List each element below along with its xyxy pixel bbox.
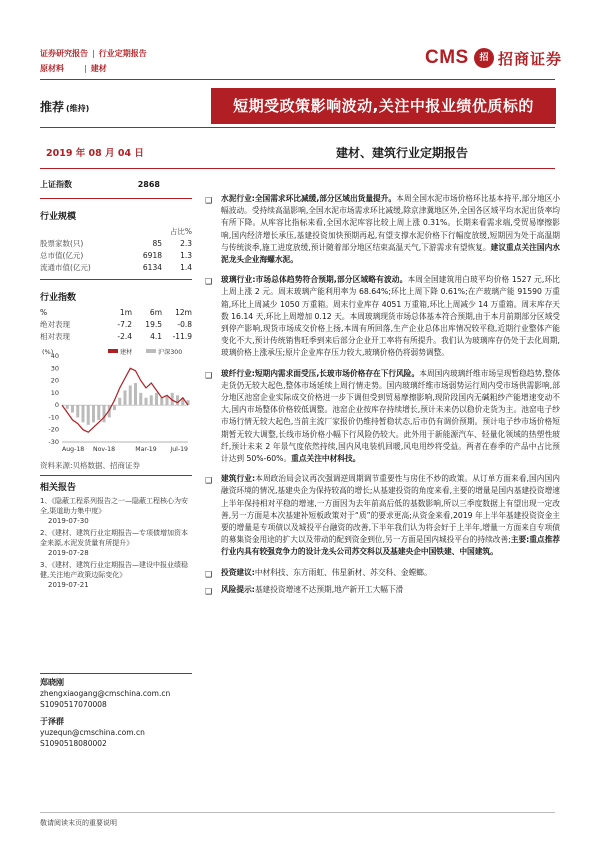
- report-date: 2019 年 08 月 04 日: [46, 148, 144, 159]
- header-sector-line: 原材料 | 建材: [40, 64, 107, 73]
- header-label-research: 证券研究报告: [40, 49, 88, 58]
- index-row: [40, 178, 160, 190]
- legend-label: 建材: [120, 349, 133, 356]
- legend-label: 沪深300: [158, 349, 183, 356]
- para-body: 本周全国建筑用白玻平均价格 1527 元,环比上周上涨 2 元。周末玻璃产能利用率为 68.64%;环比上周下降 0.61%;在产玻璃产能 91590 万重箱,环比上周减少 1050 万重箱。周末行业库存 4051 万重箱,环比上周减少 14 万重箱。周末库存天数 16.14 天,环比上周增加 0.12 天。本周玻璃现货市场总体基本符合预期,由于本月前期部分区域受到停产影响,现货市场成交价格上扬,本周有所回落,生产企业总体出库情况较平稳,近期行业整体产能变化不大,预计传统销售旺季到来后部分企业开工率将有所提升。我们认为玻璃库存仍处于去化周期,玻璃价格上涨承压;原片企业库存压力较大,玻璃价格仍将弱势调整。: [221, 275, 560, 358]
- author-email[interactable]: zhengxiaogang@cmschina.com.cn: [40, 689, 171, 698]
- perf-row-label: 绝对表现: [40, 319, 70, 329]
- footer-divider: [40, 812, 555, 813]
- related-text: 3、《建材、建筑行业定期报告—建设中报业绩稳健,关注地产政策边际变化》: [40, 561, 188, 579]
- related-title: 相关报告: [40, 483, 77, 493]
- rule: [40, 475, 192, 476]
- author-name: 郑晓刚: [40, 678, 64, 687]
- related-date: 2019-07-28: [48, 549, 89, 557]
- rating: [40, 98, 89, 115]
- perf-header: 12m: [175, 307, 192, 317]
- y-tick-label: -10: [48, 413, 59, 422]
- perf-header-row: [40, 306, 192, 318]
- perf-cell: -7.2: [117, 319, 132, 329]
- para-tail: 主要:重点推荐行业内具有较强竞争力的设计龙头公司苏交科以及基建央企中国铁建、中国建筑。: [221, 535, 560, 557]
- y-tick-label: 10: [50, 388, 59, 397]
- paragraph-glass: [205, 274, 560, 359]
- scale-row-label: 股票家数(只): [40, 238, 84, 248]
- cms-logo: [425, 47, 575, 71]
- author-license: S1090517070008: [40, 700, 107, 709]
- para-body: 本周政治局会议再次强调逆周期调节重要性与房住不炒的政策。从订单方面来看,国内国内融资环境的情况,基建央企为保持较高的增长;从基建投资的角度来看,主要的增量是国内基建投资增速上半年保持相对平稳的增速,一方面因为去年前高后低的基数影响,所以三季度数据上有望出现一定改善,另一方面是本次基建补短板政策对于“质”的要求更高;从资金来看,2019 年上半年基建投资资金主要的增量是专项债以及城投平台融资的改善,下半年我们认为将会好于上半年,增量一方面来自专项债的募集资金用途的扩大以及带动的配到资金到位,另一方面是国内城投平台的持续改善;: [221, 474, 560, 545]
- x-tick-label: Jul-19: [170, 446, 188, 453]
- chart-source-note: 资料来源:贝格数据、招商证券: [40, 461, 141, 470]
- para-tail: 重点关注中材科技。: [291, 454, 361, 464]
- table-row: [40, 318, 192, 330]
- performance-chart: [40, 346, 192, 456]
- scale-row-pct: 1.3: [180, 250, 192, 260]
- list-item[interactable]: [40, 528, 192, 558]
- logo-chinese: 招商证券: [498, 50, 563, 68]
- left-sidebar: [40, 178, 192, 592]
- footer-note[interactable]: 敬请阅读末页的重要说明: [40, 819, 117, 827]
- perf-cell: -0.8: [177, 319, 192, 329]
- authors: [40, 670, 192, 749]
- paragraph-fiberglass: [205, 368, 560, 466]
- related-text: 2、《建材、建筑行业定期报告—专项债增加资本金来源,水泥发货量有所提升》: [40, 529, 188, 547]
- paragraph-investment: [205, 567, 560, 579]
- header-label-building: 建材: [90, 64, 107, 73]
- related-text: 1、《隐蔽工程系列报告之一—隐蔽工程核心为安全,渠道助力集中度》: [40, 497, 188, 515]
- main-content: [205, 193, 560, 604]
- checkbox-bullet-icon: ❑: [205, 370, 213, 380]
- checkbox-bullet-icon: ❑: [205, 586, 213, 596]
- header-category-line: 证券研究报告 | 行业定期报告: [40, 49, 147, 58]
- scale-row-value: 85: [152, 238, 162, 248]
- index-value: 2868: [137, 179, 160, 189]
- y-tick-label: 20: [50, 376, 59, 385]
- perf-cell: 4.1: [150, 331, 162, 341]
- x-tick-label: Nov-18: [92, 446, 116, 453]
- para-head: 玻纤行业:短期内需求面受压,长玻市场价格存在下行风险。: [221, 368, 420, 378]
- scale-row-pct: 2.3: [180, 238, 192, 248]
- author-email[interactable]: yuzequn@cmschina.com.cn: [40, 728, 145, 737]
- scale-header: [40, 225, 192, 237]
- para-body: 基建投资增速不达预期,地产新开工大幅下滑: [254, 584, 404, 594]
- scale-table: [40, 237, 192, 273]
- header-label-periodic: 行业定期报告: [98, 49, 147, 58]
- para-body: 中材科技、东方雨虹、伟星新材、苏交科、金螳螂。: [254, 567, 432, 577]
- table-row: [40, 237, 192, 249]
- legend-swatch: [108, 349, 118, 353]
- table-row: [40, 261, 192, 273]
- perf-header: %: [40, 307, 48, 317]
- para-head: 玻璃行业:市场总体趋势符合预期,部分区域略有波动。: [221, 275, 408, 285]
- report-headline-banner: 短期受政策影响波动,关注中报业绩优质标的: [211, 88, 556, 124]
- performance-chart-svg: [40, 346, 192, 456]
- perf-cell: -11.9: [172, 331, 192, 341]
- paragraph-risk: [205, 584, 560, 596]
- logo-emblem-icon: 招: [474, 48, 494, 68]
- related-date: 2019-07-21: [48, 581, 89, 589]
- rule: [40, 673, 192, 674]
- y-tick-label: -30: [48, 438, 59, 446]
- checkbox-bullet-icon: ❑: [205, 569, 213, 579]
- perf-header: 1m: [119, 307, 132, 317]
- divider-3: [40, 168, 555, 169]
- related-list: [40, 496, 192, 590]
- x-tick-label: Aug-18: [62, 446, 85, 453]
- perf-title: 行业指数: [40, 293, 77, 303]
- table-row: [40, 249, 192, 261]
- y-tick-label: -20: [48, 425, 59, 434]
- perf-cell: -2.4: [117, 331, 132, 341]
- paragraph-cement: [205, 193, 560, 266]
- logo-latin: CMS: [425, 47, 469, 68]
- para-head: 风险提示:: [221, 584, 255, 594]
- y-axis-label: (%): [42, 348, 54, 356]
- report-title: 建材、建筑行业定期报告: [336, 146, 469, 160]
- divider-2: [40, 127, 555, 128]
- para-head: 建筑行业:: [221, 474, 256, 484]
- para-body: 本周全国水泥市场价格环比基本持平,部分地区小幅波动。受持续高温影响,全国水泥市场需求环比减缓,除京津冀地区外,全国各区域平均水泥出货率均有所下降。从库容比指标来看,全国水泥库容比较上周上涨 0.31%。长期来看需求端,受贸易摩擦影响,国内经济增长承压,基建投资加快预期再起,有望支撑水泥价格下行幅度放缓,短期因为处于高温期与传统淡季,施工进度放缓,预计随着部分地区结束高温天气,下游需求有望恢复。: [221, 194, 561, 252]
- scale-row-pct: 1.4: [180, 262, 192, 272]
- scale-pct-header: 占比%: [169, 226, 192, 236]
- table-row: [40, 330, 192, 342]
- header-divider: [40, 79, 555, 80]
- rule: [40, 279, 192, 280]
- rating-sub: (维持): [66, 104, 90, 113]
- checkbox-bullet-icon: ❑: [205, 196, 213, 205]
- author-name: 于泽群: [40, 717, 64, 726]
- related-date: 2019-07-30: [48, 517, 89, 525]
- index-label: 上证指数: [40, 179, 72, 189]
- header-label-materials: 原材料: [40, 64, 64, 73]
- perf-cell: 19.5: [145, 319, 162, 329]
- y-tick-label: 30: [50, 364, 59, 373]
- y-tick-label: 40: [50, 352, 59, 360]
- paragraph-construction: [205, 473, 560, 558]
- rating-main: 推荐: [40, 100, 65, 114]
- x-tick-label: Mar-19: [135, 446, 157, 453]
- checkbox-bullet-icon: ❑: [205, 476, 213, 486]
- para-head: 水泥行业:全国需求环比减缓,部分区域出货量提升。: [221, 194, 397, 203]
- para-body: 本周国内玻璃纤维市场呈现暂稳趋势,整体走货仍无较大起色,整体市场延续上周行情走势。国内玻璃纤维市场弱势运行周内受市场供需影响,部分地区池窑企业实际成交价格进一步下调但受到贸易摩擦影响,现阶段国内无碱粗纱产能增速变动不大,国内市场整体价格较低调整。池窑企业按库存持续增长,预计未来仍以稳价走货为主。池窑电子纱市场行情无较大起色,当前主流厂家报价仍维持暂稳状态,后市仍有调价预期。预计电子纱市场价格短期暂无较大调整,长线市场价格小幅下行风险仍较大。此外用于新能源汽车、轻量化领域的热塑性玻纤,预计未来 2 年景气度依然持续,国内风电装机回暖,风电用纱将受益。两者在春季的产品中占比预计达到 50%-60%。: [221, 368, 561, 464]
- legend-swatch: [146, 349, 156, 353]
- list-item[interactable]: [40, 560, 192, 590]
- scale-row-label: 总市值(亿元): [40, 250, 84, 260]
- rule: [40, 198, 192, 199]
- list-item[interactable]: [40, 496, 192, 526]
- scale-row-value: 6134: [142, 262, 162, 272]
- author-license: S1090518080002: [40, 739, 107, 748]
- para-head: 投资建议:: [221, 567, 255, 577]
- para-tail: 建议重点关注国内水泥龙头企业海螺水泥。: [221, 242, 560, 265]
- scale-row-value: 6918: [142, 250, 162, 260]
- perf-header: 6m: [149, 307, 162, 317]
- scale-title: 行业规模: [40, 212, 77, 222]
- perf-row-label: 相对表现: [40, 331, 70, 341]
- scale-row-label: 流通市值(亿元): [40, 262, 91, 272]
- checkbox-bullet-icon: ❑: [205, 277, 213, 287]
- y-tick-label: 0: [54, 401, 59, 410]
